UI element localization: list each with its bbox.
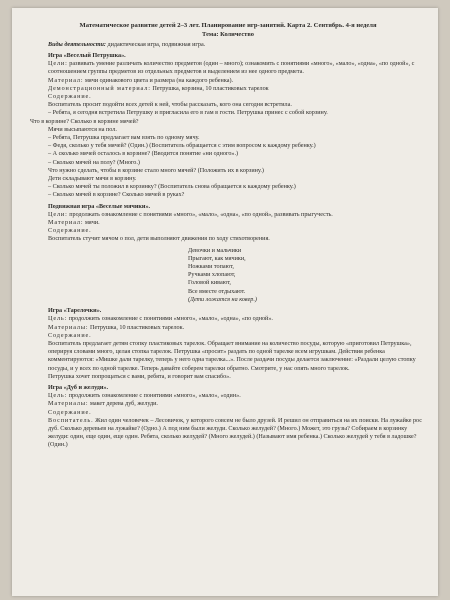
poem-line: (Дети ложатся на ковер.)	[188, 296, 257, 303]
game3-material	[30, 324, 426, 332]
game4-goal-label: Цель:	[48, 393, 68, 400]
game1-line: Мячи высыпаются на пол.	[48, 126, 117, 133]
game3-goal-label: Цель:	[48, 316, 68, 323]
game1-line: – Ребята, Петрушка предлагает вам взять по одному мячу.	[48, 135, 200, 142]
game2-material-label: Материал:	[48, 220, 84, 227]
game2-material-text: мячи.	[83, 220, 100, 227]
document-body	[30, 22, 426, 450]
game1-line: Что в корзине? Сколько в корзине мячей?	[30, 118, 139, 125]
game1-line: – Сколько мячей в корзине? Сколько мячей в руках?	[48, 192, 185, 199]
game3-paragraph: Петрушка хочет попрощаться с вами, ребята, и говорит вам спасибо».	[48, 373, 231, 380]
game2-title: Подвижная игра «Веселые мячики».	[48, 203, 151, 210]
game1-goal	[30, 60, 426, 76]
game1-content-label: Содержание.	[48, 94, 92, 101]
game2-goal-label: Цели:	[48, 211, 68, 218]
game1-title: Игра «Веселый Петрушка».	[48, 53, 126, 59]
activities-text: дидактическая игра, подвижная игра.	[105, 41, 206, 48]
game3-goal	[30, 315, 426, 323]
game4-paragraph-text: Жил один человечек – Лесовичок, у которого совсем не было друзей. И решил он отправиться на их поиски. На лужайке рос дуб. Сколько деревьев на лужайке? (Одно.) А под ним были желуди. Сколько желудей? (Много.) Может, это грузы? Собираем в корзинку желуди: один, еще один, еще один. Ребята, сколько желудей? (Много желудей.) (Называют имя ребенка.) Сколько желудей у тебя в ладошке? (Один.)	[48, 417, 422, 449]
poem-line: Головой кивают,	[188, 280, 231, 287]
game4-goal	[30, 392, 426, 400]
game4-paragraph	[30, 417, 426, 450]
game2-goal-text: продолжать ознакомление с понятиями «много», «мало», «одна», «по одной», развивать прыгучесть.	[67, 211, 333, 218]
activities-label: Виды деятельности:	[48, 41, 106, 48]
topic-heading: Тема: Количество	[202, 30, 254, 38]
game3-paragraph: Воспитатель предлагает детям стопку пластиковых тарелок. Обращает внимание на количество посуды, которую «приготовил Петрушка», оперируя словами много, целая стопка тарелок. Петрушка «просит» раздать по одной тарелке всем игрушкам. Действия ребенка комментируются: «Мишке дали тарелку, теперь у него одна тарелка...». После раздачи посуды делается заключение: «Раздали целую стопку посуды, и у всех по одной тарелке. Теперь давайте соберем тарелки обратно. Смотрите, у нас опять много тарелок.	[48, 340, 416, 372]
game2-line: Воспитатель стучит мячом о пол, дети выполняют движения по ходу стихотворения.	[48, 236, 270, 243]
game2-material	[30, 219, 426, 227]
game4-material	[30, 400, 426, 408]
game4-material-label: Материалы:	[48, 401, 89, 408]
game1-line: – Сколько мячей ты положил в корзинку? (Воспитатель снова обращается к каждому ребенку.)	[48, 184, 296, 191]
game1-line: Дети складывают мячи в корзину.	[48, 176, 137, 183]
game3-material-label: Материалы:	[48, 324, 89, 331]
game1-line: Что нужно сделать, чтобы в корзине стало много мячей? (Положить их в корзину.)	[48, 167, 264, 174]
game4-material-text: макет дерева дуб, желуди.	[88, 401, 158, 408]
game1-material-label: Материал:	[48, 77, 84, 84]
game4-speaker-label: Воспитатель.	[48, 417, 94, 424]
game1-demo-label: Демонстрационный материал:	[48, 85, 151, 92]
game4-goal-text: продолжить ознакомление с понятиями «много», «мало», «один».	[67, 393, 241, 400]
game1-line: – А сколько мячей осталось в корзине? (Вводится понятие «ни одного».)	[48, 151, 239, 158]
game3-material-text: Петрушка, 10 пластиковых тарелок.	[88, 324, 185, 331]
poem-line: Все вместе отдыхают.	[188, 288, 246, 295]
game4-title: Игра «Дуб и желуди».	[48, 384, 109, 391]
game2-content-label: Содержание.	[48, 228, 92, 235]
game1-line: Воспитатель просит подойти всех детей к ней, чтобы рассказать, кого она сегодня встретила.	[48, 102, 292, 109]
poem-line: Девочки и мальчики	[188, 247, 242, 254]
game1-goal-text: развивать умение различать количество предметов (один – много); ознакомить с понятиями «много», «мало», «одна», «по одной», с соотношением группы предметов из отдельных предметов и выделением из нее одного предмета.	[48, 61, 415, 76]
game1-material-text: мячи одинакового цвета и размера (на каждого ребенка).	[83, 77, 234, 84]
game3-goal-text: продолжить ознакомление с понятиями «много», «мало», «одна», «по одной».	[67, 316, 273, 323]
game1-goal-label: Цели:	[48, 61, 68, 68]
game1-line: – Ребята, я сегодня встретила Петрушку и пригласила его в гам в гости. Петрушка принес с собой корзину.	[48, 110, 328, 117]
worksheet-page	[12, 8, 438, 596]
activities-line	[30, 41, 426, 49]
game1-demo	[30, 85, 426, 93]
game1-material	[30, 77, 426, 85]
game3-title: Игра «Тарелочки».	[48, 308, 102, 315]
game2-goal	[30, 211, 426, 219]
game4-content-label: Содержание.	[48, 409, 92, 416]
poem-line: Ручками хлопают,	[188, 272, 236, 279]
poem-line: Ножками топают,	[188, 264, 234, 271]
document-header: Математическое развитие детей 2–3 лет. Планирование игр-занятий. Карта 2. Сентябрь. 4-я неделя	[79, 22, 377, 29]
game1-demo-text: Петрушка, корзина, 10 пластиковых тарелок	[150, 85, 269, 92]
poem-line: Прыгают, как мячики,	[188, 255, 246, 262]
game1-line: – Федя, сколько у тебя мячей? (Один.) (Воспитатель обращается с этим вопросом к каждому ребенку.)	[48, 143, 316, 150]
game1-line: – Сколько мячей на полу? (Много.)	[48, 159, 140, 166]
game3-content-label: Содержание.	[48, 332, 92, 339]
